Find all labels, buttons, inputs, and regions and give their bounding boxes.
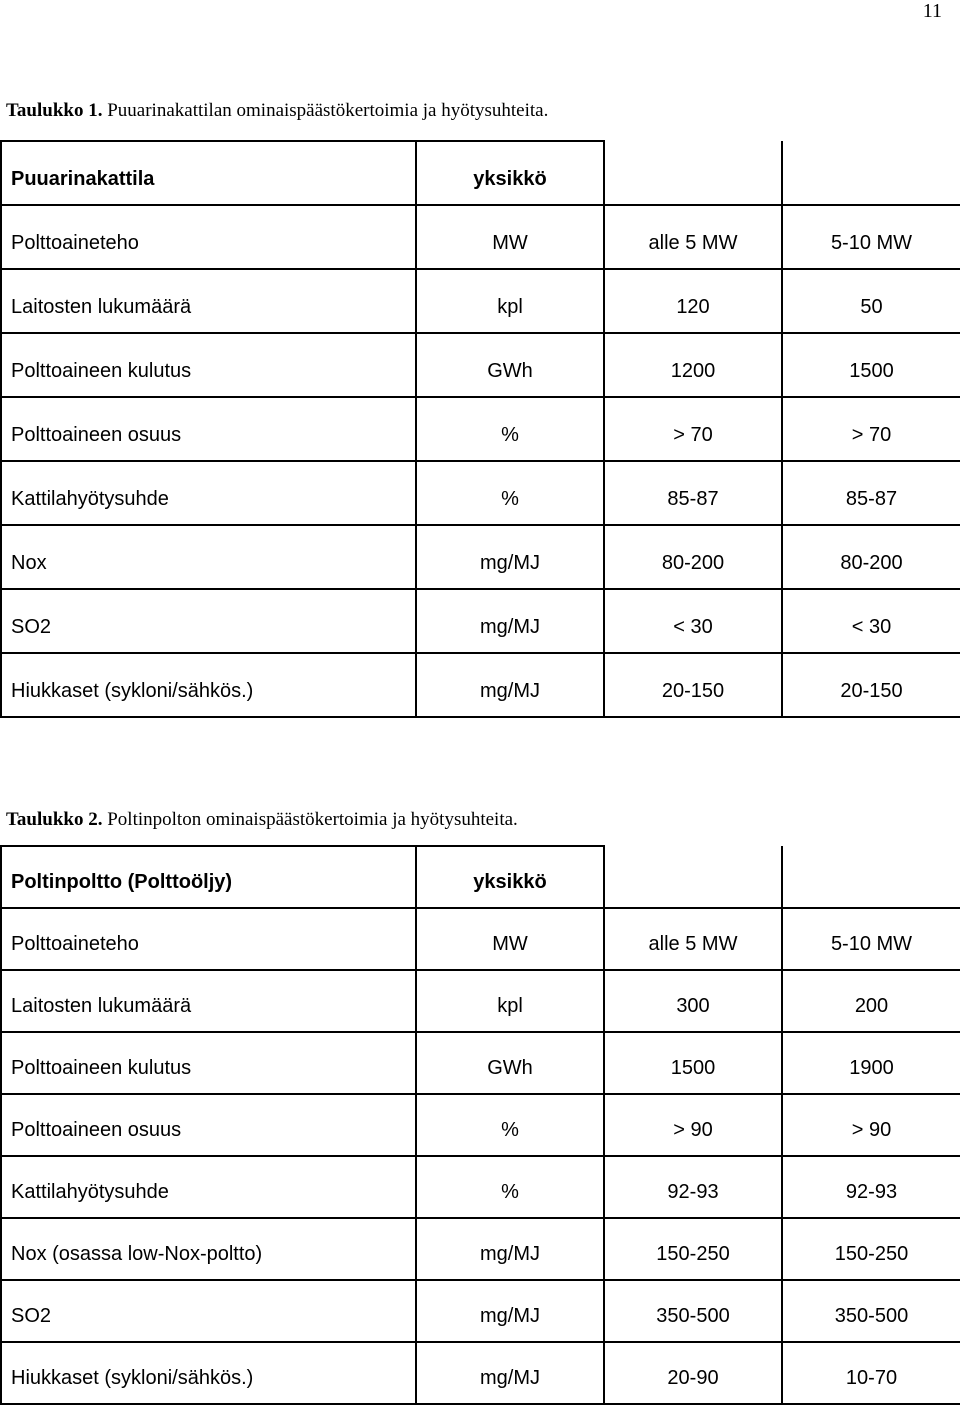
- row-value-2: 10-70: [782, 1342, 960, 1404]
- row-value-2: < 30: [782, 589, 960, 653]
- row-unit: mg/MJ: [416, 653, 604, 717]
- table2-header-row: [1, 846, 960, 908]
- row-name: SO2: [1, 589, 416, 653]
- row-value-2: 92-93: [782, 1156, 960, 1218]
- row-unit: mg/MJ: [416, 525, 604, 589]
- row-value-2: > 90: [782, 1094, 960, 1156]
- table2-caption: [6, 809, 518, 831]
- table-row: [1, 1342, 960, 1404]
- row-name: Hiukkaset (sykloni/sähkös.): [1, 1342, 416, 1404]
- row-name: Polttoaineen kulutus: [1, 1032, 416, 1094]
- row-name: Laitosten lukumäärä: [1, 970, 416, 1032]
- table-row: [1, 269, 960, 333]
- row-value-1: 85-87: [604, 461, 782, 525]
- row-unit: GWh: [416, 1032, 604, 1094]
- row-value-1: 20-90: [604, 1342, 782, 1404]
- table-row: [1, 1280, 960, 1342]
- table2-header-unit: yksikkö: [416, 846, 604, 908]
- row-unit: mg/MJ: [416, 1342, 604, 1404]
- row-unit: kpl: [416, 269, 604, 333]
- row-value-1: 300: [604, 970, 782, 1032]
- table1: [0, 140, 960, 718]
- row-value-2: 85-87: [782, 461, 960, 525]
- table-row: [1, 653, 960, 717]
- table2-header-empty-2: [782, 846, 960, 908]
- table1-caption-text: Puuarinakattilan ominaispäästökertoimia ja hyötysuhteita.: [107, 100, 549, 121]
- table-row: [1, 908, 960, 970]
- row-value-1: 92-93: [604, 1156, 782, 1218]
- table-row: [1, 205, 960, 269]
- table-row: [1, 525, 960, 589]
- table2-caption-label: Taulukko 2.: [6, 809, 103, 830]
- row-unit: GWh: [416, 333, 604, 397]
- table1-header-empty-1: [604, 141, 782, 205]
- table-row: [1, 461, 960, 525]
- row-value-2: 50: [782, 269, 960, 333]
- row-value-1: > 90: [604, 1094, 782, 1156]
- row-name: Polttoaineen osuus: [1, 1094, 416, 1156]
- row-name: Kattilahyötysuhde: [1, 1156, 416, 1218]
- table2-caption-text: Poltinpolton ominaispäästökertoimia ja hyötysuhteita.: [107, 809, 518, 830]
- table1-header-unit: yksikkö: [416, 141, 604, 205]
- row-value-1: 20-150: [604, 653, 782, 717]
- table-row: [1, 397, 960, 461]
- row-value-2: 20-150: [782, 653, 960, 717]
- row-value-1: < 30: [604, 589, 782, 653]
- row-value-1: 120: [604, 269, 782, 333]
- row-name: Polttoaineen kulutus: [1, 333, 416, 397]
- row-value-2: 200: [782, 970, 960, 1032]
- row-name: Polttoaineteho: [1, 908, 416, 970]
- row-value-1: 150-250: [604, 1218, 782, 1280]
- row-name: Kattilahyötysuhde: [1, 461, 416, 525]
- row-value-1: 350-500: [604, 1280, 782, 1342]
- row-name: Polttoaineen osuus: [1, 397, 416, 461]
- row-value-1: 1200: [604, 333, 782, 397]
- table-row: [1, 333, 960, 397]
- row-unit: %: [416, 1156, 604, 1218]
- row-value-1: alle 5 MW: [604, 205, 782, 269]
- row-unit: %: [416, 461, 604, 525]
- row-value-2: 5-10 MW: [782, 908, 960, 970]
- table1-header-row: [1, 141, 960, 205]
- page-number: 11: [922, 0, 942, 22]
- row-unit: %: [416, 1094, 604, 1156]
- row-unit: MW: [416, 908, 604, 970]
- row-value-2: 150-250: [782, 1218, 960, 1280]
- row-value-2: 1900: [782, 1032, 960, 1094]
- table-row: [1, 589, 960, 653]
- row-unit: %: [416, 397, 604, 461]
- table2-header-empty-1: [604, 846, 782, 908]
- row-value-2: 1500: [782, 333, 960, 397]
- table1-header-empty-2: [782, 141, 960, 205]
- row-name: Laitosten lukumäärä: [1, 269, 416, 333]
- table-row: [1, 970, 960, 1032]
- table-row: [1, 1094, 960, 1156]
- row-value-2: 5-10 MW: [782, 205, 960, 269]
- row-name: Nox: [1, 525, 416, 589]
- table1-caption: [6, 100, 548, 122]
- row-value-1: > 70: [604, 397, 782, 461]
- row-name: Nox (osassa low-Nox-poltto): [1, 1218, 416, 1280]
- row-unit: mg/MJ: [416, 1280, 604, 1342]
- row-value-1: 1500: [604, 1032, 782, 1094]
- table2-header-name: Poltinpoltto (Polttoöljy): [1, 846, 416, 908]
- row-unit: mg/MJ: [416, 1218, 604, 1280]
- row-unit: MW: [416, 205, 604, 269]
- table-row: [1, 1218, 960, 1280]
- row-name: Hiukkaset (sykloni/sähkös.): [1, 653, 416, 717]
- row-value-1: 80-200: [604, 525, 782, 589]
- table2: [0, 845, 960, 1405]
- table-row: [1, 1032, 960, 1094]
- row-value-2: > 70: [782, 397, 960, 461]
- row-name: SO2: [1, 1280, 416, 1342]
- table-row: [1, 1156, 960, 1218]
- table1-header-name: Puuarinakattila: [1, 141, 416, 205]
- row-value-1: alle 5 MW: [604, 908, 782, 970]
- row-value-2: 80-200: [782, 525, 960, 589]
- row-unit: mg/MJ: [416, 589, 604, 653]
- table1-caption-label: Taulukko 1.: [6, 100, 103, 121]
- row-unit: kpl: [416, 970, 604, 1032]
- row-value-2: 350-500: [782, 1280, 960, 1342]
- row-name: Polttoaineteho: [1, 205, 416, 269]
